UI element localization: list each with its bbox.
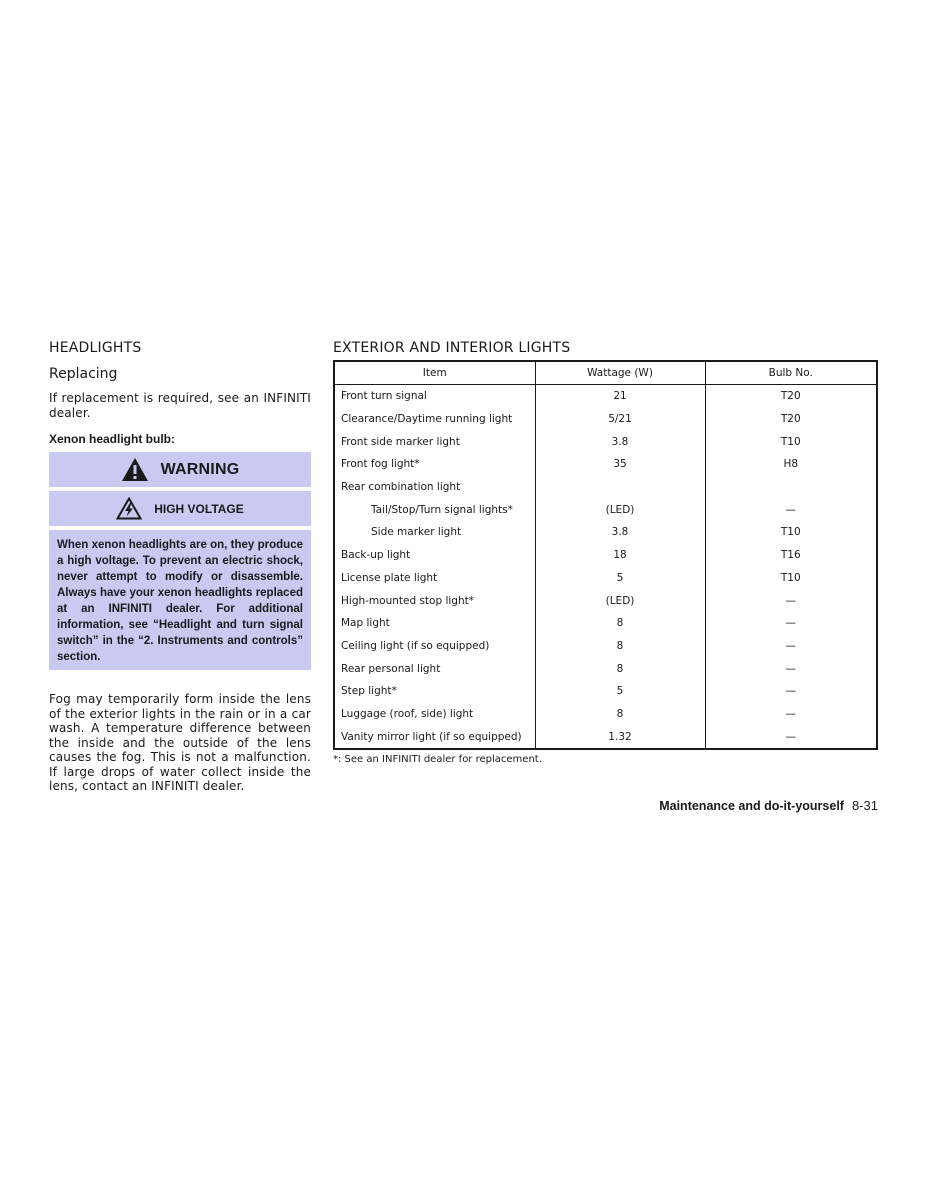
table-row — [334, 567, 877, 590]
cell-bulb: T16 — [780, 549, 801, 562]
table-row — [334, 408, 877, 431]
table-row — [334, 612, 877, 635]
cell-wattage: 5/21 — [535, 408, 705, 431]
cell-wattage: 3.8 — [535, 430, 705, 453]
warning-title: WARNING — [160, 460, 240, 478]
warning-header — [49, 452, 311, 487]
cell-item: Front turn signal — [334, 385, 535, 408]
page-number: 8-31 — [851, 798, 878, 813]
cell-bulb: — — [785, 503, 796, 516]
cell-wattage: 8 — [535, 657, 705, 680]
table-row — [334, 680, 877, 703]
cell-bulb: — — [785, 707, 796, 720]
table-row — [334, 544, 877, 567]
cell-wattage: 8 — [535, 703, 705, 726]
cell-bulb: H8 — [783, 458, 799, 471]
cell-wattage: (LED) — [535, 589, 705, 612]
cell-wattage — [535, 476, 705, 499]
cell-bulb: T20 — [780, 413, 801, 426]
header-wattage: Wattage (W) — [535, 361, 705, 385]
cell-item: Side marker light — [334, 521, 535, 544]
cell-bulb: — — [785, 685, 796, 698]
section-title: HEADLIGHTS — [49, 340, 142, 356]
high-voltage-title: HIGH VOLTAGE — [154, 501, 244, 516]
right-column — [333, 339, 878, 765]
cell-item: Rear combination light — [334, 476, 535, 499]
header-item: Item — [334, 361, 535, 385]
cell-wattage: 18 — [535, 544, 705, 567]
table-row — [334, 703, 877, 726]
cell-wattage: 1.32 — [535, 725, 705, 749]
cell-wattage: 5 — [535, 567, 705, 590]
bulb-label: Xenon headlight bulb: — [49, 432, 175, 446]
cell-item: Luggage (roof, side) light — [334, 703, 535, 726]
cell-bulb: T20 — [780, 390, 801, 403]
table-row — [334, 635, 877, 658]
cell-wattage: 35 — [535, 453, 705, 476]
cell-item: Front side marker light — [334, 430, 535, 453]
cell-bulb: T10 — [780, 526, 801, 539]
cell-bulb — [705, 476, 877, 499]
footer-section-title: Maintenance and do-it-yourself — [659, 799, 844, 813]
header-bulb: Bulb No. — [705, 361, 877, 385]
table-row — [334, 430, 877, 453]
cell-item: Back-up light — [334, 544, 535, 567]
cell-wattage: (LED) — [535, 498, 705, 521]
table-row — [334, 589, 877, 612]
cell-bulb: — — [785, 594, 796, 607]
lights-table — [333, 360, 878, 750]
subsection-title: Replacing — [49, 366, 118, 382]
warning-body: When xenon headlights are on, they produce a high voltage. To prevent an electric shock, never attempt to modify or disassemble. Always have your xenon headlights replaced at an INFINITI dealer. For additional information, see “Headlight and turn signal switch” in the “2. Instruments and controls” section. — [49, 530, 311, 670]
cell-item: Vanity mirror light (if so equipped) — [334, 725, 535, 749]
cell-item: License plate light — [334, 567, 535, 590]
cell-wattage: 8 — [535, 635, 705, 658]
cell-item: Step light* — [334, 680, 535, 703]
table-header-row — [334, 361, 877, 385]
cell-bulb: — — [785, 662, 796, 675]
table-footnote: *: See an INFINITI dealer for replacement. — [333, 754, 542, 765]
cell-wattage: 5 — [535, 680, 705, 703]
warning-triangle-icon — [121, 457, 149, 482]
cell-bulb: — — [785, 639, 796, 652]
cell-wattage: 21 — [535, 385, 705, 408]
cell-wattage: 3.8 — [535, 521, 705, 544]
high-voltage-header — [49, 491, 311, 526]
cell-bulb: — — [785, 617, 796, 630]
fog-paragraph: Fog may temporarily form inside the lens of the exterior lights in the rain or in a car wash. A temperature difference between the inside and the outside of the lens causes the fog. This is not a malfunction. If large drops of water collect inside the lens, contact an INFINITI dealer. — [49, 692, 311, 793]
page-footer — [659, 798, 878, 813]
cell-item: Clearance/Daytime running light — [334, 408, 535, 431]
table-row — [334, 521, 877, 544]
cell-item: Ceiling light (if so equipped) — [334, 635, 535, 658]
table-row — [334, 657, 877, 680]
cell-bulb: T10 — [780, 571, 801, 584]
cell-item: Map light — [334, 612, 535, 635]
cell-item: Tail/Stop/Turn signal lights* — [334, 498, 535, 521]
table-row — [334, 385, 877, 408]
cell-bulb: T10 — [780, 435, 801, 448]
intro-paragraph: If replacement is required, see an INFINITI dealer. — [49, 391, 311, 420]
cell-item: High-mounted stop light* — [334, 589, 535, 612]
cell-item: Rear personal light — [334, 657, 535, 680]
table-row — [334, 725, 877, 749]
table-row — [334, 476, 877, 499]
left-column — [49, 339, 311, 794]
cell-bulb: — — [785, 730, 796, 743]
table-row — [334, 498, 877, 521]
table-row — [334, 453, 877, 476]
table-title: EXTERIOR AND INTERIOR LIGHTS — [333, 340, 571, 356]
high-voltage-icon — [116, 497, 142, 520]
cell-item: Front fog light* — [334, 453, 535, 476]
cell-wattage: 8 — [535, 612, 705, 635]
